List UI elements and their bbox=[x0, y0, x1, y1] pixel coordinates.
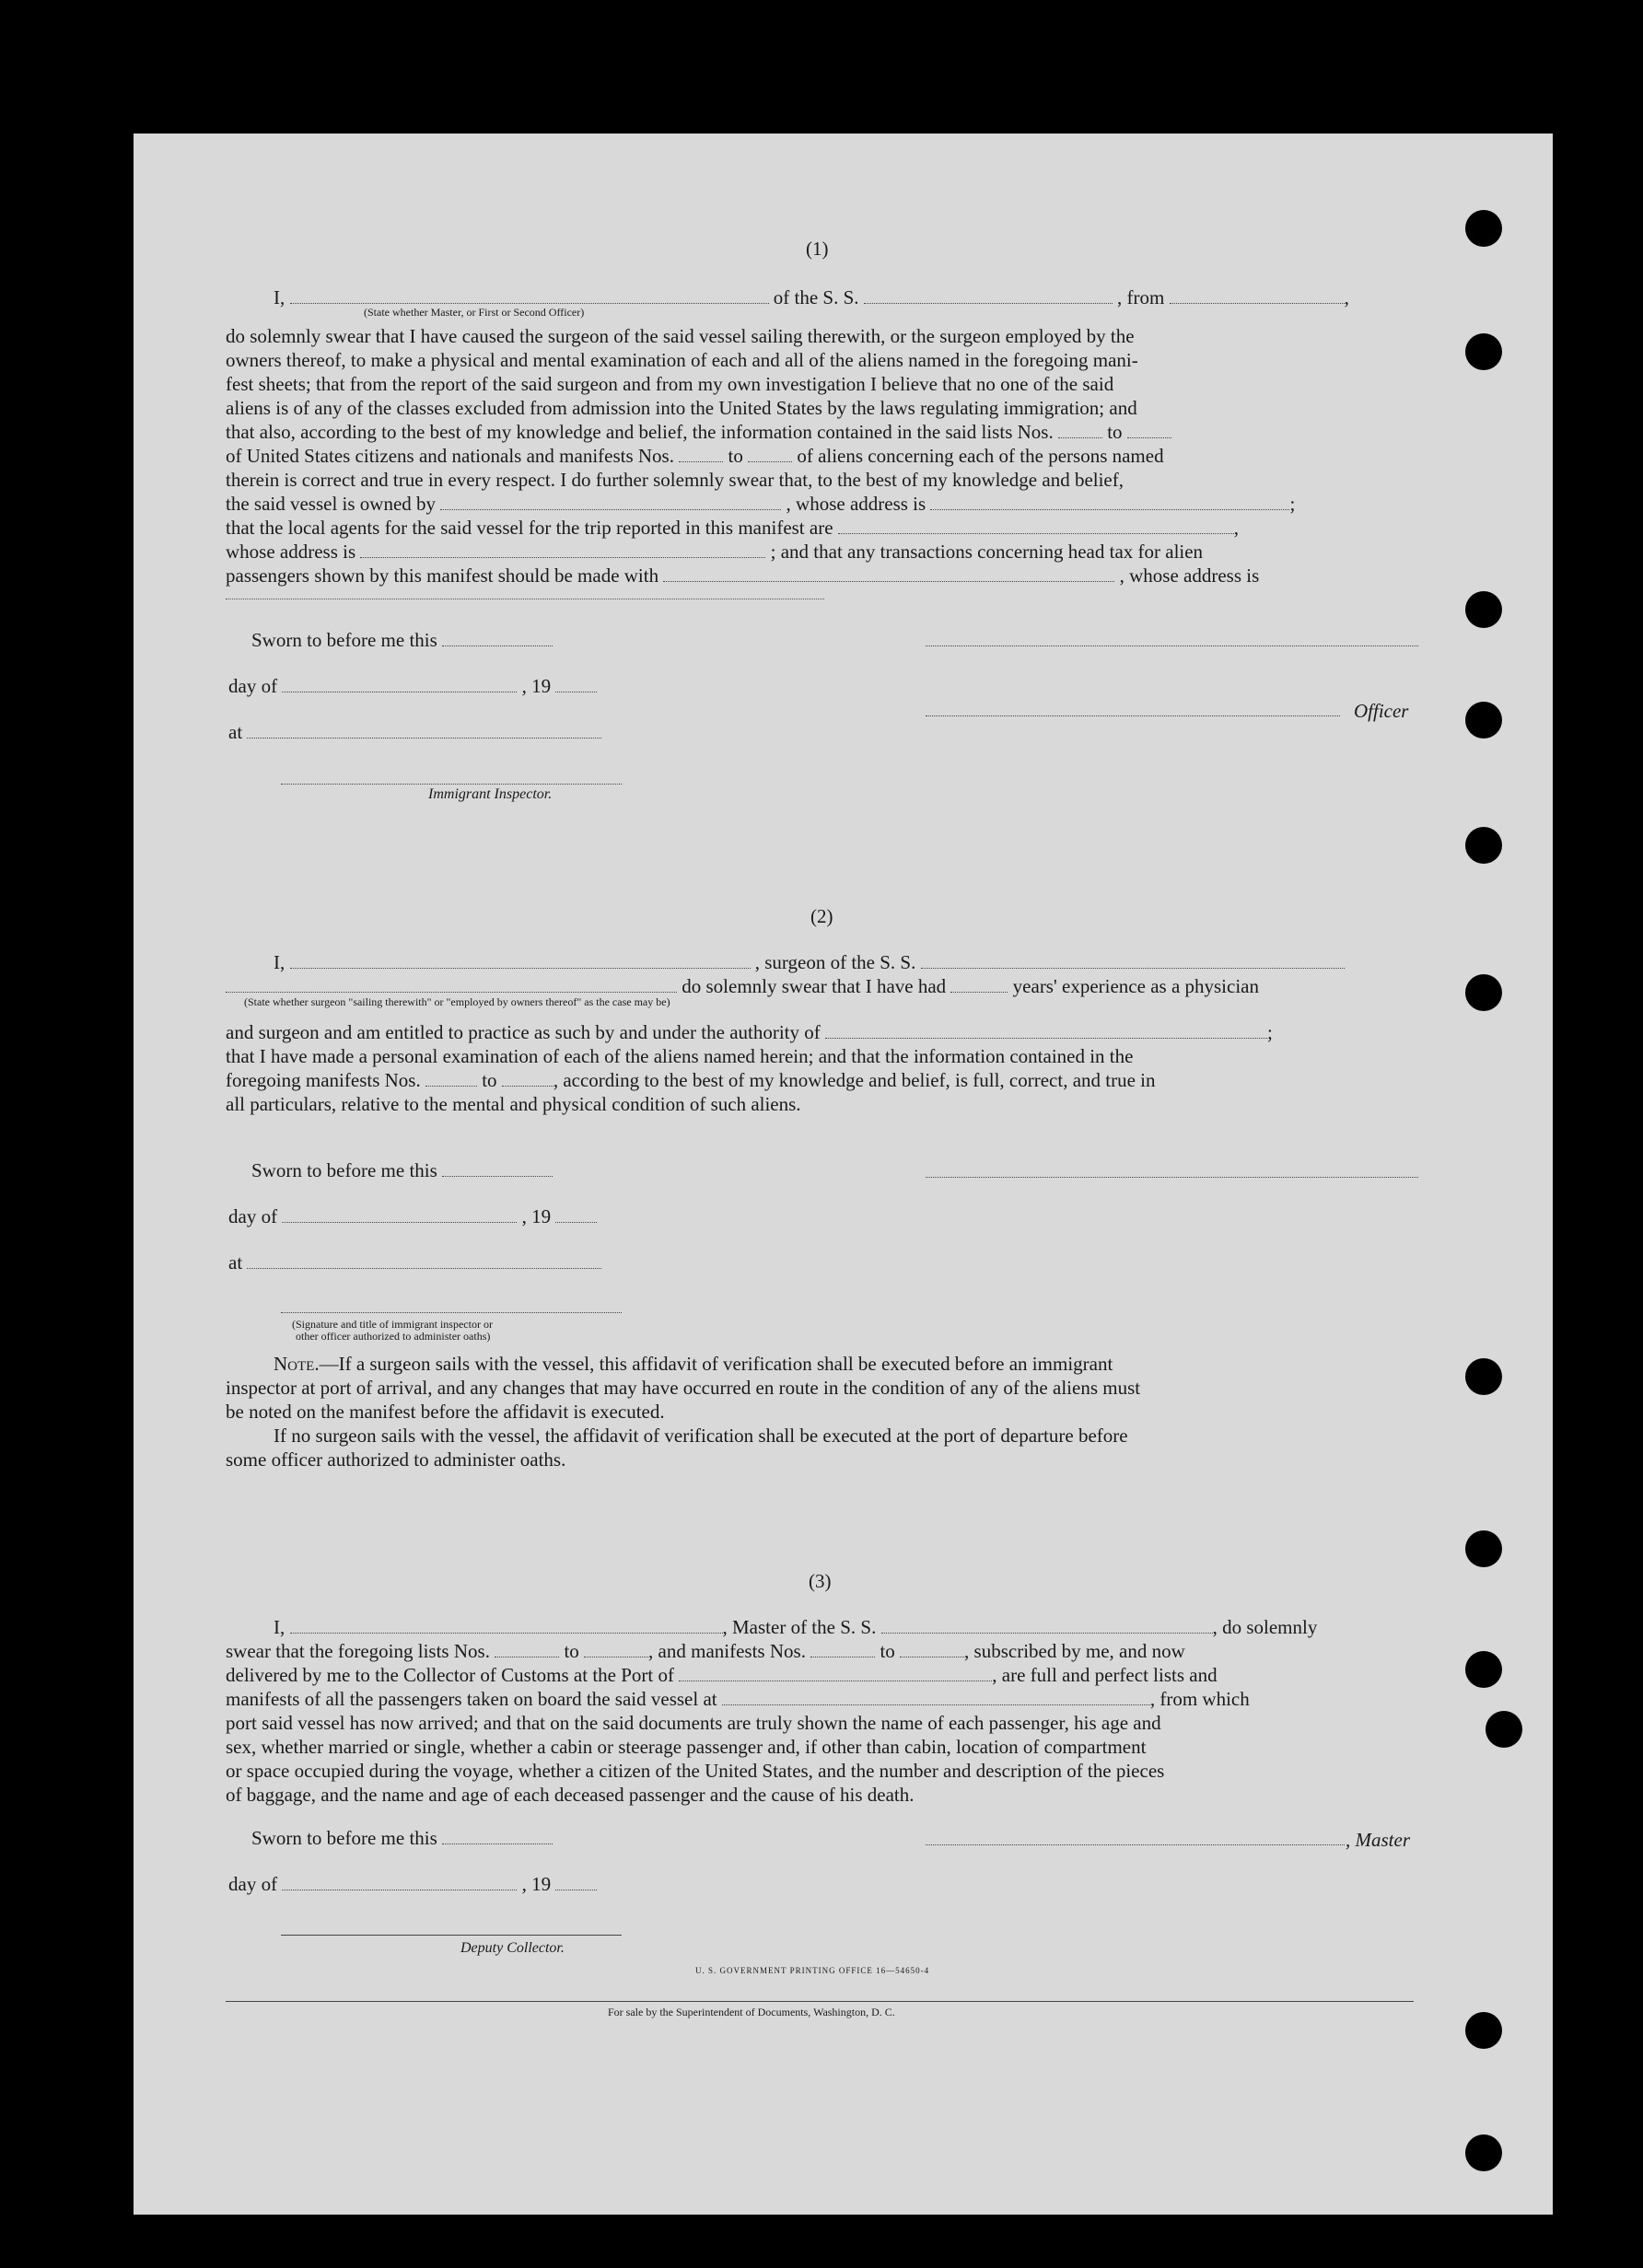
s1-body-10-text: whose address is bbox=[226, 541, 356, 563]
s2-sig-note-1: (Signature and title of immigrant inspector or bbox=[292, 1318, 493, 1331]
s2-line-3: and surgeon and am entitled to practice as such by and under the authority of ; bbox=[226, 1021, 1273, 1043]
s1-body-8-text: the said vessel is owned by bbox=[226, 493, 437, 515]
s3-do-solemnly: , do solemnly bbox=[1212, 1616, 1318, 1638]
s2-note-2: inspector at port of arrival, and any changes that may have occurred en route in the condition of any of the aliens must bbox=[226, 1377, 1141, 1399]
s1-body-7: therein is correct and true in every respect. I do further solemnly swear that, to the best of my knowledge and belief, bbox=[226, 469, 1124, 491]
sale-notice: For sale by the Superintendent of Documents, Washington, D. C. bbox=[608, 2006, 895, 2018]
s2-day-of bbox=[228, 1204, 597, 1228]
s2-sworn bbox=[251, 1158, 553, 1182]
s2-surgeon-of: , surgeon of the S. S. bbox=[754, 951, 916, 973]
s1-body-5-text: that also, according to the best of my knowledge and belief, the information contained in the said lists Nos. bbox=[226, 421, 1054, 443]
s2-note-4: If no surgeon sails with the vessel, the affidavit of verification shall be executed at the port of departure before bbox=[274, 1425, 1128, 1447]
s1-sub-note: (State whether Master, or First or Second Officer) bbox=[364, 306, 585, 319]
s2-note-3: be noted on the manifest before the affidavit is executed. bbox=[226, 1401, 665, 1423]
s1-day-of-text: day of bbox=[228, 675, 278, 697]
s2-note-label: Note. bbox=[274, 1353, 320, 1375]
punch-hole bbox=[1465, 1530, 1502, 1567]
s3-to-2: to bbox=[880, 1640, 895, 1662]
s1-of-ss: of the S. S. bbox=[773, 286, 859, 308]
punch-hole bbox=[1465, 2134, 1502, 2171]
gpo-imprint: U. S. GOVERNMENT PRINTING OFFICE 16—54650-4 bbox=[695, 1966, 930, 1975]
s1-sworn bbox=[251, 628, 553, 652]
punch-hole bbox=[1465, 2012, 1502, 2049]
s3-body-4: of baggage, and the name and age of each deceased passenger and the cause of his death. bbox=[226, 1784, 915, 1806]
s1-at-text: at bbox=[228, 721, 243, 743]
s1-i: I, bbox=[274, 286, 285, 308]
s2-according: , according to the best of my knowledge and belief, is full, correct, and true in bbox=[553, 1069, 1156, 1091]
s3-delivered: delivered by me to the Collector of Customs at the Port of bbox=[226, 1664, 674, 1686]
s2-line-4: that I have made a personal examination of each of the aliens named herein; and that the information contained in the bbox=[226, 1045, 1134, 1067]
s2-at bbox=[228, 1250, 601, 1274]
s1-body-9: that the local agents for the said vessel for the trip reported in this manifest are , bbox=[226, 517, 1240, 539]
s1-officer: Officer bbox=[1354, 700, 1409, 722]
s3-line-1 bbox=[274, 1615, 1317, 1639]
s2-manifests-nos: foregoing manifests Nos. bbox=[226, 1069, 421, 1091]
punch-hole bbox=[1465, 1651, 1502, 1688]
s2-to: to bbox=[482, 1069, 497, 1091]
s2-line-5 bbox=[226, 1068, 1156, 1092]
s1-to-1: to bbox=[1107, 421, 1123, 443]
s2-sworn-text: Sworn to before me this bbox=[251, 1159, 437, 1181]
form-page bbox=[134, 134, 1553, 2215]
s1-at bbox=[228, 720, 601, 744]
s2-day-of-text: day of bbox=[228, 1205, 278, 1227]
s2-swear-had: do solemnly swear that I have had bbox=[682, 975, 947, 997]
s1-body-3: fest sheets; that from the report of the said surgeon and from my own investigation I believe that no one of the said bbox=[226, 373, 1114, 395]
s2-years-exp: years' experience as a physician bbox=[1012, 975, 1259, 997]
s2-sig-note-2: other officer authorized to administer oaths) bbox=[296, 1330, 491, 1343]
s1-body-10-tail: ; and that any transactions concerning head tax for alien bbox=[770, 541, 1204, 563]
s2-note-1-text: —If a surgeon sails with the vessel, this affidavit of verification shall be executed before an immigrant bbox=[319, 1353, 1113, 1375]
s3-master-of: , Master of the S. S. bbox=[722, 1616, 877, 1638]
s2-line-6: all particulars, relative to the mental and physical condition of such aliens. bbox=[226, 1093, 801, 1115]
s1-to-2: to bbox=[728, 445, 743, 467]
s3-line-4 bbox=[226, 1687, 1250, 1711]
s1-body-5 bbox=[226, 420, 1171, 444]
s1-line-1: I, of the S. S. , from , bbox=[274, 286, 1349, 308]
punch-hole bbox=[1486, 1711, 1522, 1748]
s2-i: I, bbox=[274, 951, 285, 973]
s1-body-10 bbox=[226, 540, 1203, 564]
s3-from-which: , from which bbox=[1149, 1688, 1250, 1710]
s2-line-3-text: and surgeon and am entitled to practice as such by and under the authority of bbox=[226, 1021, 821, 1043]
section-1-number: (1) bbox=[806, 238, 829, 260]
section-2-number: (2) bbox=[810, 905, 833, 927]
s3-body-3: or space occupied during the voyage, whether a citizen of the United States, and the number and description of the pieces bbox=[226, 1760, 1165, 1782]
s1-body-6 bbox=[226, 444, 1164, 468]
s1-sworn-text: Sworn to before me this bbox=[251, 629, 437, 651]
s3-manifests-nos: , and manifests Nos. bbox=[648, 1640, 806, 1662]
punch-hole bbox=[1465, 333, 1502, 370]
s1-body-2: owners thereof, to make a physical and mental examination of each and all of the aliens named in the foregoing mani- bbox=[226, 349, 1138, 371]
s3-i: I, bbox=[274, 1616, 285, 1638]
s1-body-6-text: of United States citizens and nationals and manifests Nos. bbox=[226, 445, 674, 467]
s3-subscribed: , subscribed by me, and now bbox=[964, 1640, 1185, 1662]
s3-to-1: to bbox=[564, 1640, 579, 1662]
s3-sworn-text: Sworn to before me this bbox=[251, 1827, 437, 1849]
s2-line-1 bbox=[274, 950, 1345, 974]
s1-immigrant-inspector: Immigrant Inspector. bbox=[428, 786, 553, 802]
s1-from: , from bbox=[1117, 286, 1165, 308]
s1-body-4: aliens is of any of the classes excluded from admission into the United States by the laws regulating immigration; and bbox=[226, 397, 1137, 419]
s3-manifests-all: manifests of all the passengers taken on board the said vessel at bbox=[226, 1688, 717, 1710]
s3-line-3 bbox=[226, 1663, 1218, 1687]
s1-body-11-text: passengers shown by this manifest should be made with bbox=[226, 564, 659, 587]
punch-hole bbox=[1465, 827, 1502, 864]
s3-line-2 bbox=[226, 1639, 1185, 1663]
s3-day-of-text: day of bbox=[228, 1873, 278, 1895]
s3-deputy-collector: Deputy Collector. bbox=[460, 1940, 565, 1956]
punch-hole bbox=[1465, 591, 1502, 628]
s3-day-of bbox=[228, 1872, 597, 1896]
punch-hole bbox=[1465, 1358, 1502, 1395]
s3-lists-nos: swear that the foregoing lists Nos. bbox=[226, 1640, 490, 1662]
s1-body-11 bbox=[226, 564, 1259, 587]
s1-body-11-tail: , whose address is bbox=[1119, 564, 1260, 587]
s3-body-2: sex, whether married or single, whether a cabin or steerage passenger and, if other than cabin, location of compartment bbox=[226, 1736, 1147, 1758]
s3-year: , 19 bbox=[521, 1873, 552, 1895]
s2-year: , 19 bbox=[521, 1205, 552, 1227]
s1-day-of bbox=[228, 674, 597, 698]
s1-body-9-text: that the local agents for the said vessel for the trip reported in this manifest are bbox=[226, 517, 833, 539]
s3-full-perfect: , are full and perfect lists and bbox=[992, 1664, 1218, 1686]
s1-body-6-tail: of aliens concerning each of the persons named bbox=[797, 445, 1164, 467]
s2-note-1 bbox=[274, 1352, 1113, 1376]
section-3-number: (3) bbox=[809, 1570, 832, 1592]
s3-master: , Master bbox=[1346, 1829, 1410, 1851]
s3-body-1: port said vessel has now arrived; and that on the said documents are truly shown the name of each passenger, his age and bbox=[226, 1712, 1161, 1734]
s1-body-1: do solemnly swear that I have caused the surgeon of the said vessel sailing therewith, or the surgeon employed by the bbox=[226, 325, 1135, 347]
s2-note-5: some officer authorized to administer oaths. bbox=[226, 1448, 566, 1471]
punch-hole bbox=[1465, 210, 1502, 247]
s3-sworn bbox=[251, 1826, 553, 1850]
s2-sub-note: (State whether surgeon "sailing therewith" or "employed by owners thereof" as the case may be) bbox=[244, 995, 670, 1008]
s1-body-8: the said vessel is owned by , whose address is ; bbox=[226, 493, 1296, 515]
punch-hole bbox=[1465, 974, 1502, 1011]
s1-whose-address: , whose address is bbox=[786, 493, 926, 515]
punch-hole bbox=[1465, 702, 1502, 739]
s1-year: , 19 bbox=[521, 675, 552, 697]
s2-at-text: at bbox=[228, 1251, 243, 1274]
